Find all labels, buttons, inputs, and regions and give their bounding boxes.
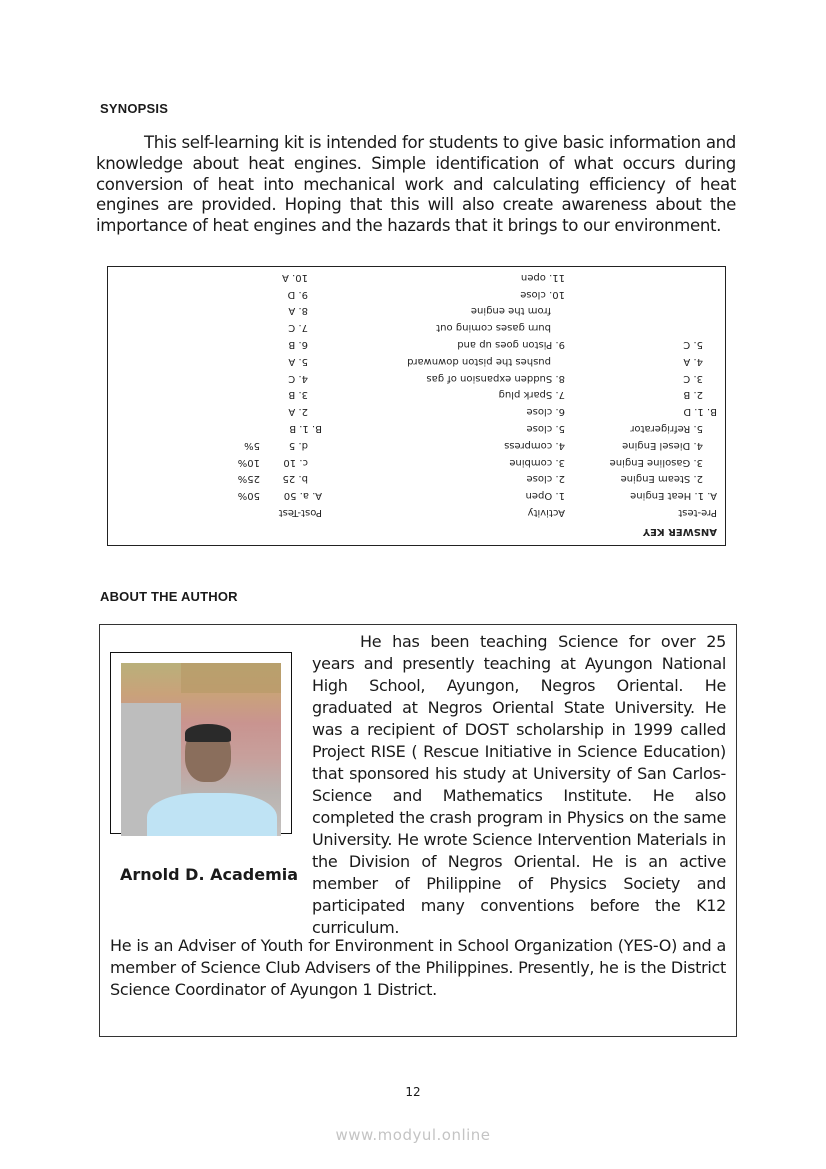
answer-item: 3. B	[288, 389, 308, 401]
answer-item: A. a. 5050%	[237, 490, 322, 502]
post-test-column	[238, 268, 322, 520]
answer-item: 4. Diesel Engine	[622, 439, 703, 451]
answer-item: d. 55%	[244, 439, 308, 451]
answer-item: 3. Gasoline Engine	[609, 456, 703, 468]
watermark: www.modyul.online	[335, 1126, 491, 1144]
answer-item: 5. close	[526, 423, 565, 435]
answer-item: 1. Open	[525, 490, 565, 502]
answer-item: 2. close	[526, 473, 565, 485]
answer-item: B. 1. D	[683, 406, 717, 418]
activity-column	[407, 268, 565, 520]
answer-item: pushes the piston downward	[407, 355, 551, 367]
answer-item: B. 1. B	[289, 423, 322, 435]
answer-item: 3. combine	[509, 456, 565, 468]
answer-item: 7. C	[288, 322, 308, 334]
answer-item: from the engine	[470, 305, 551, 317]
answer-item: 11. open	[520, 271, 565, 283]
answer-item: 8. A	[288, 305, 308, 317]
pre-test-column	[610, 335, 717, 520]
answer-item: 4. A	[683, 355, 703, 367]
activity-header: Activity	[527, 507, 565, 518]
author-bio-side: He has been teaching Science for over 25 years and presently teaching at Ayungon National High School, Ayungon, Negros Oriental. He graduated at Negros Oriental State University. He was a recipient of DOST scholarship in 1999 called Project RISE ( Rescue Initiative in Science Education) that sponsored his study at University of San Carlos-Science and Mathematics Institute. He also completed the crash program in Physics on the same University. He wrote Science Intervention Materials in the Division of Negros Oriental. He is an active member of Philippine of Physics Society and participated many conventions before the K12 curriculum.	[312, 632, 726, 937]
answer-item: 4. compress	[504, 439, 565, 451]
about-author-heading: ABOUT THE AUTHOR	[100, 589, 238, 604]
answer-item: 9. D	[287, 288, 308, 300]
answer-item: b. 2525%	[237, 473, 308, 485]
answer-item: 10. A	[282, 271, 308, 283]
author-photo-frame	[110, 652, 292, 834]
synopsis-heading: SYNOPSIS	[100, 101, 169, 116]
author-photo	[121, 663, 281, 836]
answer-key-title: ANSWER KEY	[642, 526, 717, 537]
author-bio-full: He is an Adviser of Youth for Environment in School Organization (YES-O) and a member of Science Club Advisers of the Philippines. Presently, he is the District Science Coordinator of Ayungon 1 District.	[110, 936, 726, 999]
answer-item: 9. Piston goes up and	[457, 339, 565, 351]
author-name: Arnold D. Academia	[120, 865, 299, 884]
answer-item: 2. A	[288, 406, 308, 418]
answer-item: 7. Spark plug	[498, 389, 565, 401]
answer-item: 5. A	[288, 355, 308, 367]
pre-test-header: Pre-test	[678, 507, 717, 518]
answer-item: 8. Sudden expansion of gas	[426, 372, 565, 384]
post-test-header: Post-Test	[278, 507, 322, 518]
answer-key-rotated-content	[108, 267, 725, 545]
answer-item: 3. C	[683, 372, 703, 384]
synopsis-paragraph	[96, 133, 736, 237]
answer-key-box	[107, 266, 726, 546]
answer-item: burn gases coming out	[436, 322, 551, 334]
answer-item: 6. B	[288, 339, 308, 351]
answer-item: c. 1010%	[237, 456, 308, 468]
author-box	[99, 624, 737, 1037]
answer-item: 2. Steam Engine	[620, 473, 703, 485]
answer-item: 5. C	[683, 339, 703, 351]
answer-item: A. 1. Heat Engine	[630, 490, 717, 502]
answer-item: 4. C	[288, 372, 308, 384]
answer-item: 6. close	[526, 406, 565, 418]
synopsis-text: This self-learning kit is intended for students to give basic information and knowledge about heat engines. Simple identification of what occurs during conversion of heat into mechanical work and calculating efficiency of heat engines are provided. Hoping that this will also create awareness about the importance of heat engines and the hazards that it brings to our environment.	[96, 133, 736, 236]
answer-item: 10. close	[520, 288, 565, 300]
page-number: 12	[405, 1085, 421, 1099]
answer-item: 2. B	[683, 389, 703, 401]
answer-item: 5. Refrigerator	[630, 423, 703, 435]
